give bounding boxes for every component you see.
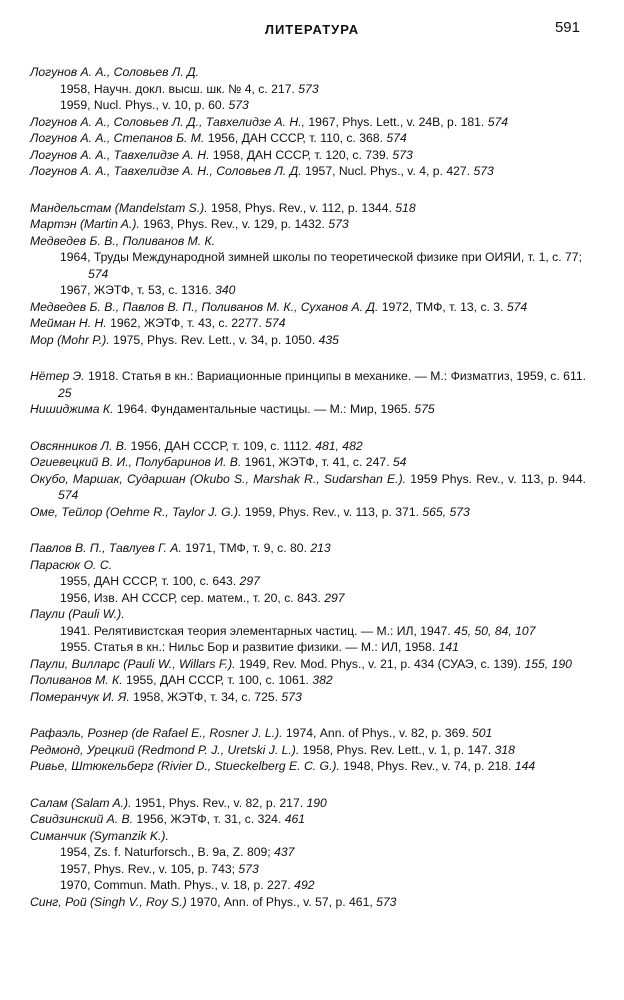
reference-authors: Паули (Pauli W.).	[30, 607, 125, 621]
reference-entry	[30, 233, 586, 250]
reference-authors: Овсянников Л. В.	[30, 438, 128, 453]
reference-entry	[30, 200, 586, 217]
reference-entry	[30, 368, 586, 401]
reference-pages: 565, 573	[422, 504, 470, 519]
reference-citation: 1957, Nucl. Phys., v. 4, p. 427.	[301, 164, 471, 178]
reference-citation: 1948, Phys. Rev., v. 74, p. 218.	[339, 759, 512, 773]
reference-authors: Логунов А. А., Тавхелидзе А. Н.	[30, 147, 210, 162]
reference-citation: 1970, Commun. Math. Phys., v. 18, p. 227.	[60, 878, 291, 892]
reference-citation: 1964, Труды Международной зимней школы по теоретической физике при ОИЯИ, т. 1, с. 77;	[60, 250, 582, 264]
reference-citation: 1974, Ann. of Phys., v. 82, p. 369.	[282, 726, 469, 740]
reference-citation: 1951, Phys. Rev., v. 82, p. 217.	[131, 795, 304, 810]
reference-pages: 141	[438, 640, 459, 654]
reference-entry	[30, 606, 586, 623]
reference-sub-entry	[30, 590, 586, 607]
reference-authors: Медведев Б. В., Павлов В. П., Поливанов М. К., Суханов А. Д.	[30, 299, 379, 314]
page-number: 591	[554, 19, 580, 36]
reference-citation: 1949, Rev. Mod. Phys., v. 21, p. 434 (СУАЭ, с. 139).	[235, 656, 522, 671]
reference-pages: 573	[228, 98, 249, 112]
reference-pages: 518	[395, 200, 416, 215]
bibliography-section	[30, 725, 586, 775]
reference-pages: 144	[514, 759, 536, 773]
reference-authors: Нишиджима К.	[30, 402, 114, 416]
reference-sub-entry	[30, 844, 586, 861]
reference-citation: 1958, Phys. Rev. Lett., v. 1, p. 147.	[299, 742, 492, 757]
reference-citation: 1918. Статья в кн.: Вариационные принципы в механике. — М.: Физматгиз, 1959, с. 611.	[84, 369, 586, 383]
reference-pages: 45, 50, 84, 107	[454, 623, 536, 638]
reference-citation: 1955. Статья в кн.: Нильс Бор и развитие физики. — М.: ИЛ, 1958.	[60, 640, 436, 654]
reference-pages: 213	[310, 541, 331, 555]
reference-entry	[30, 299, 586, 316]
reference-entry	[30, 504, 586, 521]
reference-entry	[30, 811, 586, 828]
reference-pages: 435	[318, 332, 339, 347]
reference-authors: Ривье, Штюкельберг (Rivier D., Stueckelberg E. C. G.).	[30, 759, 340, 773]
reference-authors: Логунов А. А., Тавхелидзе А. Н., Соловьев Л. Д.	[30, 164, 302, 178]
reference-entry	[30, 332, 586, 349]
reference-citation: 1956, Изв. АН СССР, сер. матем., т. 20, с. 843.	[60, 590, 321, 605]
reference-pages: 573	[238, 861, 259, 876]
running-title: ЛИТЕРАТУРА	[264, 22, 360, 37]
reference-citation: 1955, ДАН СССР, т. 100, с. 1061.	[122, 673, 309, 687]
reference-citation: 1954, Zs. f. Naturforsch., B. 9a, Z. 809;	[60, 845, 271, 859]
reference-pages: 340	[215, 283, 236, 297]
reference-entry	[30, 471, 586, 504]
reference-authors: Мор (Mohr P.).	[30, 332, 110, 347]
reference-citation: 1972, ТМФ, т. 13, с. 3.	[378, 299, 504, 314]
reference-authors: Мартэн (Martin A.).	[30, 217, 140, 231]
reference-authors: Парасюк О. С.	[30, 557, 113, 572]
reference-pages: 297	[239, 574, 260, 588]
bibliography-section	[30, 64, 586, 180]
reference-citation: 1958, ЖЭТФ, т. 34, с. 725.	[129, 689, 279, 704]
reference-pages: 437	[274, 845, 295, 859]
reference-entry	[30, 742, 586, 759]
reference-pages: 461	[284, 812, 306, 826]
reference-entry	[30, 315, 586, 332]
reference-authors: Окубо, Маршак, Сударшан (Okubo S., Marshak R., Sudarshan E.).	[30, 471, 407, 486]
reference-authors: Мандельстам (Mandelstam S.).	[30, 200, 208, 215]
reference-entry	[30, 540, 586, 557]
reference-citation: 1959, Phys. Rev., v. 113, p. 371.	[241, 504, 419, 519]
reference-citation: 1958, ДАН СССР, т. 120, с. 739.	[209, 147, 390, 162]
reference-entry	[30, 163, 586, 180]
bibliography-section	[30, 368, 586, 418]
reference-citation: 1963, Phys. Rev., v. 129, p. 1432.	[139, 217, 325, 231]
reference-entry	[30, 130, 586, 147]
reference-pages: 190	[306, 795, 327, 810]
reference-sub-entry	[30, 81, 586, 98]
reference-sub-entry	[30, 623, 586, 640]
reference-citation: 1962, ЖЭТФ, т. 43, с. 2277.	[106, 316, 262, 330]
reference-entry	[30, 758, 586, 775]
reference-authors: Огиевецкий В. И., Полубаринов И. В.	[30, 455, 242, 469]
reference-pages: 573	[376, 894, 397, 909]
reference-authors: Логунов А. А., Соловьев Л. Д.	[30, 65, 200, 79]
reference-citation: 1975, Phys. Rev. Lett., v. 34, p. 1050.	[109, 332, 316, 347]
reference-entry	[30, 672, 586, 689]
reference-authors: Померанчук И. Я.	[30, 689, 130, 704]
reference-citation: 1964. Фундаментальные частицы. — М.: Мир, 1965.	[113, 402, 411, 416]
reference-citation: 1956, ДАН СССР, т. 110, с. 368.	[204, 131, 383, 145]
bibliography-section	[30, 540, 586, 705]
reference-authors: Павлов В. П., Тавлуев Г. А.	[30, 541, 182, 555]
reference-authors: Свидзинский А. В.	[30, 812, 134, 826]
reference-citation: 1957, Phys. Rev., v. 105, p. 743;	[60, 861, 236, 876]
reference-entry	[30, 216, 586, 233]
reference-citation: 1959 Phys. Rev., v. 113, p. 944.	[406, 471, 586, 486]
reference-pages: 575	[414, 402, 435, 416]
reference-citation: 1958, Phys. Rev., v. 112, p. 1344.	[207, 200, 392, 215]
reference-entry	[30, 64, 586, 81]
bibliography-section	[30, 795, 586, 911]
reference-pages: 492	[294, 878, 315, 892]
reference-authors: Логунов А. А., Степанов Б. М.	[30, 131, 205, 145]
reference-citation: 1967, ЖЭТФ, т. 53, с. 1316.	[60, 283, 212, 297]
reference-citation: 1956, ДАН СССР, т. 109, с. 1112.	[127, 438, 312, 453]
bibliography-section	[30, 438, 586, 521]
reference-entry	[30, 114, 586, 131]
reference-authors: Салам (Salam A.).	[30, 795, 132, 810]
reference-pages: 318	[494, 742, 515, 757]
reference-entry	[30, 438, 586, 455]
reference-entry	[30, 557, 586, 574]
reference-entry	[30, 689, 586, 706]
reference-pages: 574	[58, 488, 79, 502]
reference-authors: Симанчик (Symanzik K.).	[30, 828, 169, 843]
bibliography	[30, 64, 586, 910]
reference-entry	[30, 401, 586, 418]
reference-authors: Оме, Тейлор (Oehme R., Taylor J. G.).	[30, 504, 242, 519]
reference-citation: 1956, ЖЭТФ, т. 31, с. 324.	[133, 812, 282, 826]
reference-authors: Синг, Рой (Singh V., Roy S.)	[30, 894, 187, 909]
reference-pages: 382	[312, 673, 333, 687]
reference-sub-entry	[30, 249, 586, 282]
reference-citation: 1959, Nucl. Phys., v. 10, p. 60.	[60, 98, 226, 112]
reference-authors: Нётер Э.	[30, 369, 85, 383]
reference-citation: 1958, Научн. докл. высш. шк. № 4, с. 217.	[60, 81, 295, 96]
reference-pages: 573	[328, 217, 349, 231]
reference-pages: 574	[265, 316, 286, 330]
reference-authors: Паули, Вилларс (Pauli W., Willars F.).	[30, 656, 236, 671]
reference-entry	[30, 828, 586, 845]
reference-pages: 573	[298, 81, 319, 96]
reference-pages: 54	[392, 455, 407, 469]
reference-authors: Рафаэль, Рознер (de Rafael E., Rosner J. L.).	[30, 726, 283, 740]
reference-sub-entry	[30, 282, 586, 299]
reference-pages: 574	[506, 299, 528, 314]
reference-pages: 574	[487, 114, 509, 129]
reference-pages: 297	[324, 590, 345, 605]
reference-sub-entry	[30, 573, 586, 590]
reference-authors: Мейман Н. Н.	[30, 316, 107, 330]
reference-citation: 1971, ТМФ, т. 9, с. 80.	[181, 541, 307, 555]
reference-pages: 25	[58, 385, 72, 400]
bibliography-section	[30, 200, 586, 349]
reference-citation: 1955, ДАН СССР, т. 100, с. 643.	[60, 574, 237, 588]
reference-entry	[30, 147, 586, 164]
reference-sub-entry	[30, 861, 586, 878]
reference-authors: Медведев Б. В., Поливанов М. К.	[30, 233, 216, 248]
reference-entry	[30, 795, 586, 812]
reference-pages: 501	[472, 726, 493, 740]
reference-entry	[30, 656, 586, 673]
reference-entry	[30, 894, 586, 911]
reference-citation: 1967, Phys. Lett., v. 24B, p. 181.	[305, 114, 485, 129]
reference-pages: 574	[386, 131, 407, 145]
reference-authors: Логунов А. А., Соловьев Л. Д., Тавхелидзе А. Н.,	[30, 114, 305, 129]
reference-entry	[30, 725, 586, 742]
reference-authors: Редмонд, Урецкий (Redmond P. J., Uretski J. L.).	[30, 742, 300, 757]
reference-citation: 1941. Релятивистская теория элементарных частиц. — М.: ИЛ, 1947.	[60, 623, 451, 638]
reference-pages: 573	[473, 164, 494, 178]
reference-pages: 481, 482	[315, 438, 363, 453]
reference-entry	[30, 454, 586, 471]
reference-pages: 574	[88, 266, 109, 281]
reference-pages: 573	[392, 147, 413, 162]
reference-sub-entry	[30, 877, 586, 894]
reference-pages: 155, 190	[524, 656, 572, 671]
reference-citation: 1970, Ann. of Phys., v. 57, p. 461,	[186, 894, 373, 909]
reference-sub-entry	[30, 97, 586, 114]
running-header	[0, 19, 624, 46]
reference-sub-entry	[30, 639, 586, 656]
reference-citation: 1961, ЖЭТФ, т. 41, с. 247.	[241, 455, 390, 469]
reference-pages: 573	[281, 689, 302, 704]
reference-authors: Поливанов М. К.	[30, 673, 123, 687]
